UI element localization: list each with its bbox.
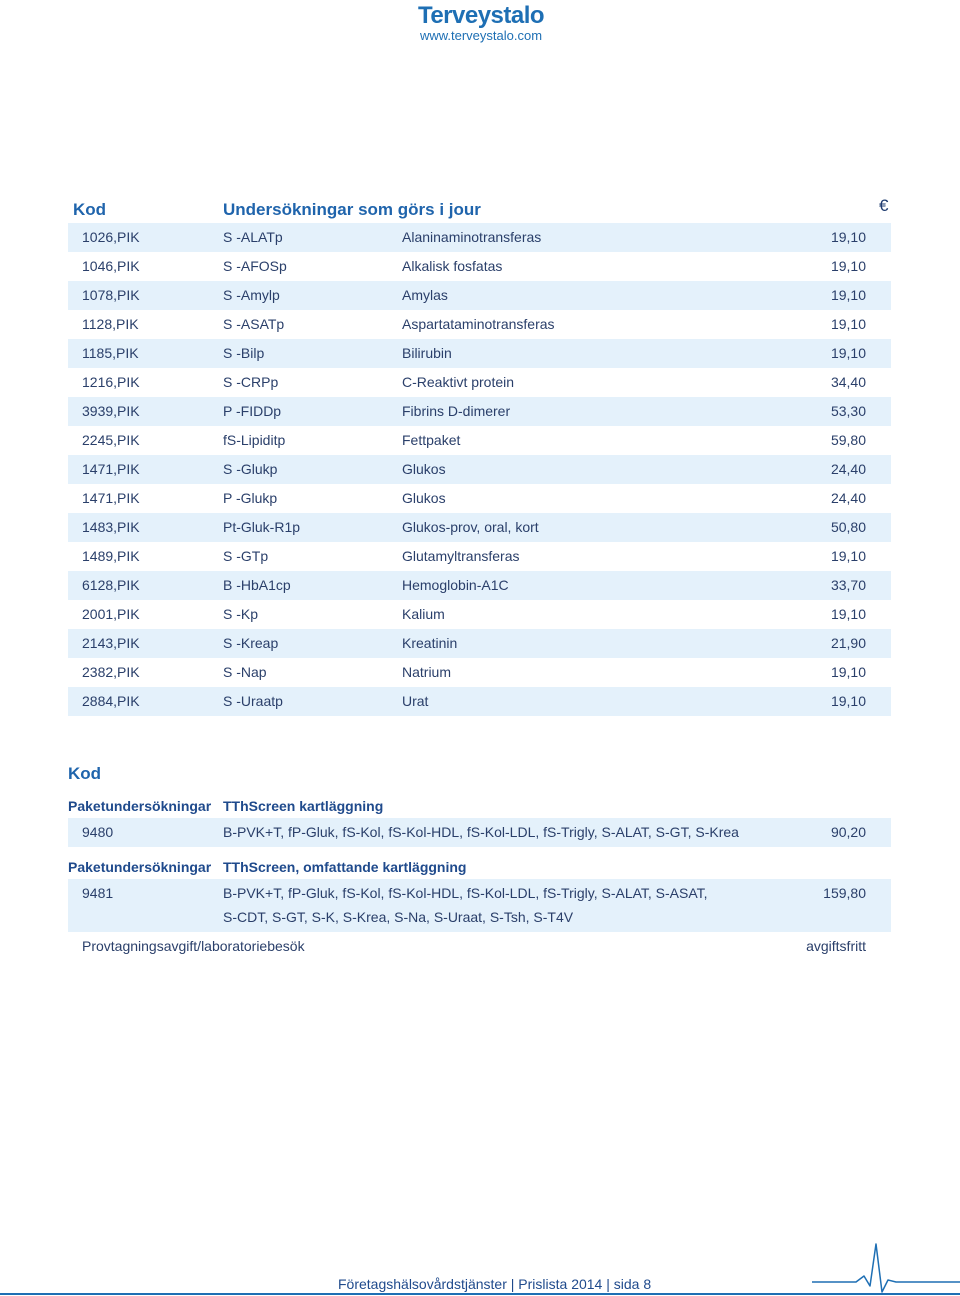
test-price: 34,40 [830,374,866,390]
test-code: 1185,PIK [82,345,139,361]
table-row [68,223,891,252]
test-abbreviation: S -ASATp [223,316,285,332]
test-name: Glukos-prov, oral, kort [402,519,539,535]
test-name: Hemoglobin-A1C [402,577,509,593]
test-code: 1483,PIK [82,519,140,535]
test-abbreviation: S -Nap [223,664,267,680]
test-abbreviation: S -Kp [223,606,259,622]
table-row [68,310,891,339]
sampling-fee-value: avgiftsfritt [806,938,866,954]
test-price: 19,10 [830,258,866,274]
test-abbreviation: S -CRPp [223,374,279,390]
logo-name: Terveystalo [417,2,545,29]
table-row [68,397,891,426]
test-name: Aspartataminotransferas [402,316,555,332]
test-code: 1489,PIK [82,548,140,564]
package-title: TThScreen kartläggning [223,798,384,814]
test-name: Alkalisk fosfatas [402,258,503,274]
package-row [68,818,891,847]
test-code: 2143,PIK [82,635,140,651]
test-name: Amylas [402,287,448,303]
test-price: 19,10 [830,316,866,332]
test-price: 19,10 [830,606,866,622]
test-price: 24,40 [830,490,866,506]
test-name: C-Reaktivt protein [402,374,515,390]
test-abbreviation: S -Kreap [223,635,279,651]
test-abbreviation: S -Uraatp [223,693,283,709]
package-price: 159,80 [823,885,866,901]
test-code: 1471,PIK [82,461,140,477]
table1-header-code: Kod [73,200,107,219]
table-row [68,600,891,629]
test-price: 19,10 [830,287,866,303]
test-code: 1026,PIK [82,229,140,245]
package-code: 9481 [82,885,114,901]
test-name: Alaninaminotransferas [402,229,542,245]
test-name: Glutamyltransferas [402,548,520,564]
test-abbreviation: S -Amylp [223,287,280,303]
table1-header-title: Undersökningar som görs i jour [223,200,481,219]
test-abbreviation: S -AFOSp [223,258,287,274]
test-code: 6128,PIK [82,577,140,593]
sampling-fee-label: Provtagningsavgift/laboratoriebesök [82,938,305,954]
sampling-fee-row [68,938,891,967]
package-label: Paketundersökningar [68,859,212,875]
test-code: 2001,PIK [82,606,140,622]
package-description: B-PVK+T, fP-Gluk, fS-Kol, fS-Kol-HDL, fS-Kol-LDL, fS-Trigly, S-ALAT, S-GT, S-Krea [223,824,739,840]
test-price: 53,30 [830,403,866,419]
footer-separator: | [510,1276,515,1292]
test-price: 50,80 [830,519,866,535]
test-abbreviation: Pt-Gluk-R1p [223,519,301,535]
table-row [68,252,891,281]
test-code: 1216,PIK [82,374,140,390]
test-abbreviation: S -ALATp [223,229,283,245]
table-row [68,484,891,513]
table-row [68,542,891,571]
table-row [68,339,891,368]
package-title: TThScreen, omfattande kartläggning [223,859,467,875]
test-code: 2245,PIK [82,432,140,448]
test-code: 2884,PIK [82,693,140,709]
test-name: Fettpaket [402,432,461,448]
test-price: 59,80 [830,432,866,448]
test-price: 33,70 [830,577,866,593]
test-abbreviation: P -FIDDp [223,403,282,419]
logo-url[interactable]: www.terveystalo.com [419,28,543,43]
test-price: 19,10 [830,693,866,709]
footer-section: Företagshälsovårdstjänster [338,1276,507,1292]
table-row [68,687,891,716]
package-description-line2: S-CDT, S-GT, S-K, S-Krea, S-Na, S-Uraat, S-Tsh, S-T4V [223,909,574,925]
footer-pricelist: Prislista 2014 [518,1276,603,1292]
package-price: 90,20 [830,824,866,840]
test-price: 19,10 [830,548,866,564]
test-code: 3939,PIK [82,403,140,419]
test-abbreviation: S -Glukp [223,461,278,477]
footer-page-number: sida 8 [613,1276,652,1292]
table-row [68,426,891,455]
test-price: 19,10 [830,664,866,680]
test-code: 1128,PIK [82,316,139,332]
table-row [68,658,891,687]
page-footer [0,1268,960,1295]
package-description-line1: B-PVK+T, fP-Gluk, fS-Kol, fS-Kol-HDL, fS-Kol-LDL, fS-Trigly, S-ALAT, S-ASAT, [223,885,708,901]
test-abbreviation: S -GTp [223,548,269,564]
terveystalo-logo [417,2,545,43]
test-abbreviation: P -Glukp [223,490,278,506]
test-code: 2382,PIK [82,664,140,680]
test-price: 21,90 [830,635,866,651]
footer-separator: | [606,1276,610,1292]
table-row [68,281,891,310]
test-code: 1471,PIK [82,490,140,506]
test-name: Natrium [402,664,452,680]
test-name: Urat [402,693,429,709]
test-name: Glukos [402,461,446,477]
test-price: 19,10 [830,345,866,361]
table-row [68,368,891,397]
test-price: 19,10 [830,229,866,245]
table-row [68,571,891,600]
footer-text [338,1276,651,1292]
test-name: Bilirubin [402,345,452,361]
test-abbreviation: fS-Lipiditp [223,432,286,448]
table-row [68,629,891,658]
currency-label: € [879,196,889,215]
test-abbreviation: B -HbA1cp [223,577,291,593]
test-name: Fibrins D-dimerer [402,403,511,419]
table-row [68,513,891,542]
package-row [68,879,891,932]
test-name: Glukos [402,490,446,506]
packages-header-code: Kod [68,764,102,783]
test-name: Kreatinin [402,635,458,651]
package-code: 9480 [82,824,114,840]
jour-tests-table [68,223,891,716]
table-row [68,455,891,484]
package-label: Paketundersökningar [68,798,212,814]
test-code: 1046,PIK [82,258,140,274]
test-code: 1078,PIK [82,287,140,303]
test-name: Kalium [402,606,445,622]
test-abbreviation: S -Bilp [223,345,265,361]
test-price: 24,40 [830,461,866,477]
